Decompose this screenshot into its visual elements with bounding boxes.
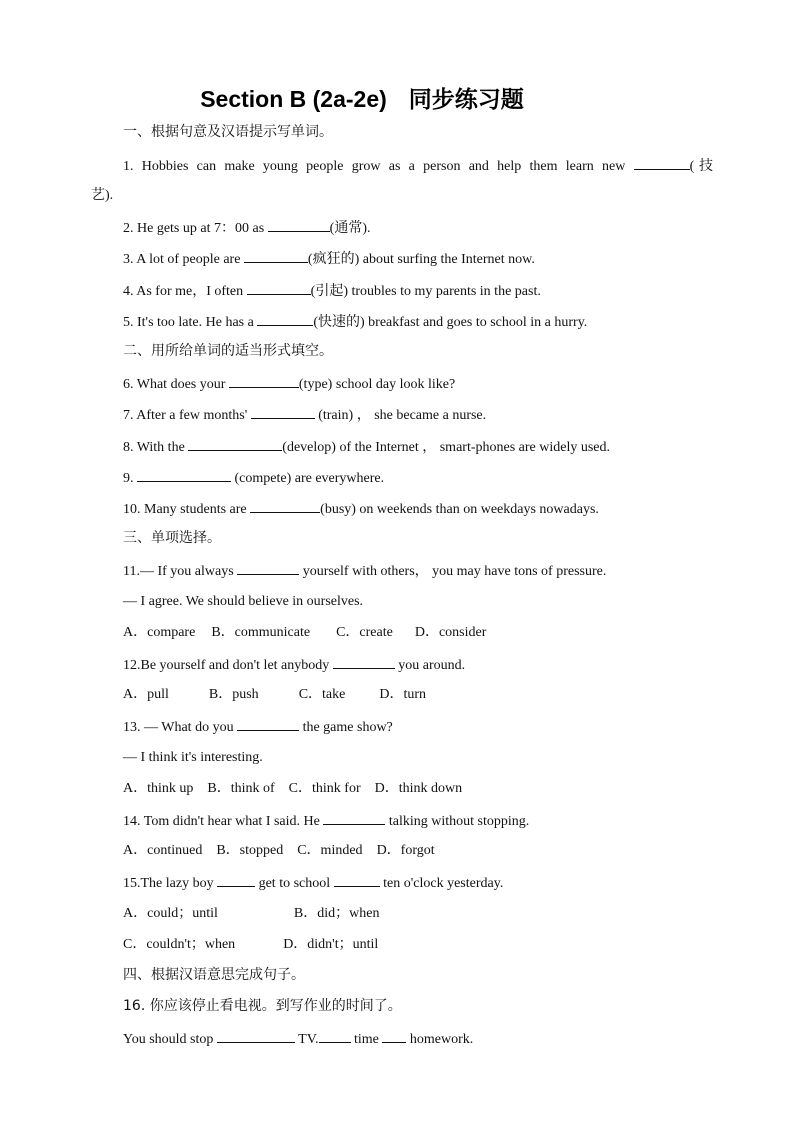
option-c[interactable]: C．create — [336, 625, 393, 640]
page-title — [0, 84, 724, 114]
answer-blank[interactable] — [237, 716, 299, 731]
option-c[interactable]: C．take — [298, 687, 346, 702]
answer-blank[interactable] — [634, 155, 690, 170]
question-15: 15.The lazy boy get to school ten o'clock yesterday. — [123, 872, 723, 894]
question-11-reply: — I agree. We should believe in ourselves. — [123, 594, 364, 609]
answer-blank[interactable] — [382, 1028, 406, 1043]
option-b[interactable]: B．did；when — [293, 906, 380, 921]
question-16-chinese: 16. 你应该停止看电视。到写作业的时间了。 — [123, 998, 402, 1014]
question-9: 9. (compete) are everywhere. — [123, 467, 723, 489]
option-b[interactable]: B．push — [208, 687, 259, 702]
question-16: You should stop TV. time homework. — [123, 1028, 723, 1050]
section-heading-1: 一、根据句意及汉语提示写单词。 — [123, 124, 333, 140]
question-14-options — [123, 841, 723, 861]
question-2: 2. He gets up at 7：00 as (通常). — [123, 217, 723, 239]
answer-blank[interactable] — [217, 872, 255, 887]
option-a[interactable]: A．pull — [123, 687, 169, 702]
section-heading-3: 三、单项选择。 — [123, 530, 221, 546]
question-15-options-row2 — [123, 935, 723, 955]
question-15-options-row1 — [123, 904, 723, 924]
question-11-options — [123, 623, 723, 643]
question-12-options — [123, 685, 723, 705]
answer-blank[interactable] — [250, 498, 320, 513]
answer-blank[interactable] — [237, 560, 299, 575]
option-d[interactable]: D．think down — [374, 781, 463, 796]
option-b[interactable]: B．communicate — [211, 625, 311, 640]
question-14: 14. Tom didn't hear what I said. He talking without stopping. — [123, 810, 723, 832]
question-13-options — [123, 779, 723, 799]
option-a[interactable]: A．compare — [123, 625, 196, 640]
title-main: Section B (2a-2e) — [200, 86, 387, 112]
answer-blank[interactable] — [188, 436, 282, 451]
option-c[interactable]: C．think for — [288, 781, 361, 796]
question-6: 6. What does your (type) school day look like? — [123, 373, 723, 395]
answer-blank[interactable] — [137, 467, 231, 482]
question-1: 1. Hobbies can make young people grow as a person and help them learn new (技 — [123, 155, 713, 177]
question-5: 5. It's too late. He has a (快速的) breakfast and goes to school in a hurry. — [123, 311, 723, 333]
answer-blank[interactable] — [323, 810, 385, 825]
question-11: 11.— If you always yourself with others， you may have tons of pressure. — [123, 560, 723, 582]
question-12: 12.Be yourself and don't let anybody you around. — [123, 654, 723, 676]
answer-blank[interactable] — [333, 654, 395, 669]
option-b[interactable]: B．stopped — [216, 843, 284, 858]
question-4: 4. As for me，I often (引起) troubles to my parents in the past. — [123, 280, 723, 302]
option-d[interactable]: D．didn't；until — [283, 937, 379, 952]
option-d[interactable]: D．turn — [379, 687, 427, 702]
answer-blank[interactable] — [319, 1028, 351, 1043]
question-7: 7. After a few months' (train) ， she became a nurse. — [123, 404, 723, 426]
question-13: 13. — What do you the game show? — [123, 716, 723, 738]
answer-blank[interactable] — [268, 217, 330, 232]
question-3: 3. A lot of people are (疯狂的) about surfing the Internet now. — [123, 248, 723, 270]
section-heading-2: 二、用所给单词的适当形式填空。 — [123, 343, 333, 359]
section-heading-4: 四、根据汉语意思完成句子。 — [123, 967, 305, 983]
question-1-cont: 艺). — [91, 188, 114, 203]
answer-blank[interactable] — [217, 1028, 295, 1043]
question-10: 10. Many students are (busy) on weekends than on weekdays nowadays. — [123, 498, 723, 520]
answer-blank[interactable] — [251, 404, 315, 419]
option-d[interactable]: D．consider — [414, 625, 487, 640]
answer-blank[interactable] — [244, 248, 308, 263]
option-c[interactable]: C．couldn't；when — [123, 937, 236, 952]
answer-blank[interactable] — [247, 280, 311, 295]
option-a[interactable]: A．could；until — [123, 906, 218, 921]
option-a[interactable]: A．continued — [123, 843, 203, 858]
option-d[interactable]: D．forgot — [376, 843, 435, 858]
option-c[interactable]: C．minded — [297, 843, 363, 858]
question-13-reply: — I think it's interesting. — [123, 750, 263, 765]
title-sub: 同步练习题 — [408, 86, 524, 112]
answer-blank[interactable] — [334, 872, 380, 887]
option-b[interactable]: B．think of — [207, 781, 275, 796]
option-a[interactable]: A．think up — [123, 781, 194, 796]
answer-blank[interactable] — [229, 373, 299, 388]
question-8: 8. With the (develop) of the Internet ， smart-phones are widely used. — [123, 436, 723, 458]
answer-blank[interactable] — [257, 311, 313, 326]
